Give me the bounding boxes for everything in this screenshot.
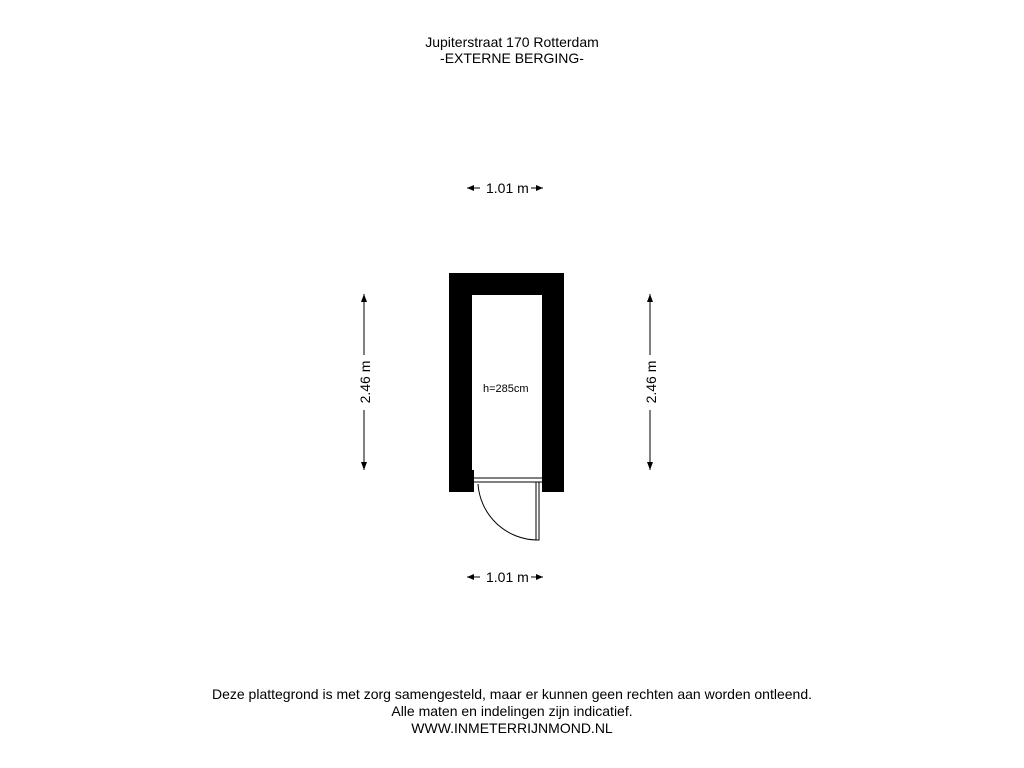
plan-subtitle: -EXTERNE BERGING- bbox=[440, 50, 584, 66]
door-swing-arc bbox=[478, 484, 537, 540]
room-height-label: h=285cm bbox=[483, 383, 529, 395]
disclaimer-line-1: Deze plattegrond is met zorg samengesteld, maar er kunnen geen rechten aan worden ontleend. bbox=[211, 686, 813, 702]
door-leaf bbox=[536, 482, 539, 540]
left-height-label: 2.46 m bbox=[357, 360, 373, 404]
disclaimer-line-2: Alle maten en indelingen zijn indicatief. bbox=[391, 703, 633, 719]
address-title: Jupiterstraat 170 Rotterdam bbox=[425, 34, 599, 50]
bottom-width-label: 1.01 m bbox=[486, 569, 529, 585]
right-height-label: 2.46 m bbox=[643, 360, 659, 404]
top-width-label: 1.01 m bbox=[486, 180, 529, 196]
website-text: WWW.INMETERRIJNMOND.NL bbox=[411, 720, 613, 736]
door-jamb-left bbox=[470, 470, 474, 492]
